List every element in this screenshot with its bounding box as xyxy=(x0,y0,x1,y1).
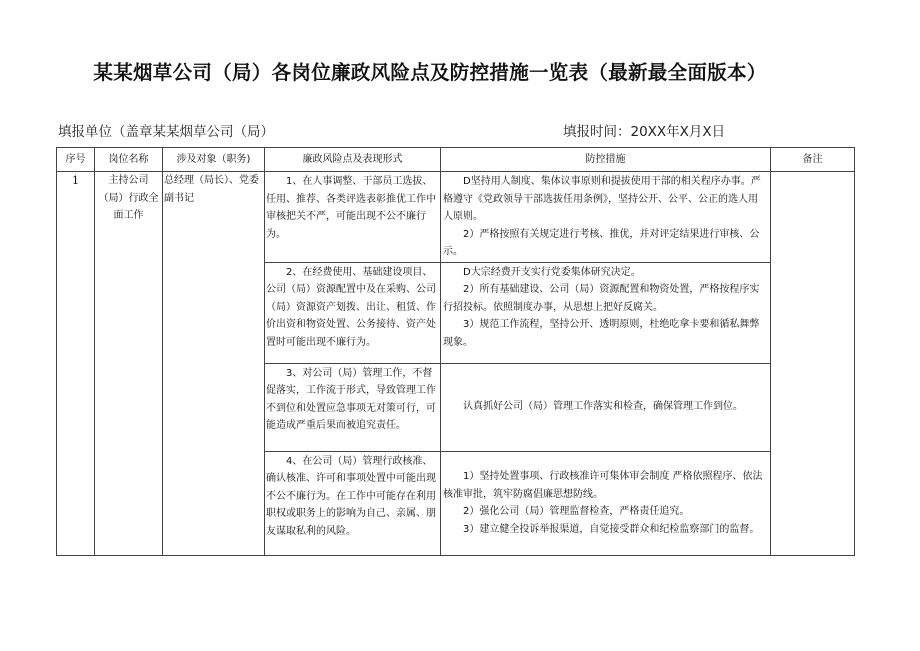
header-scope: 涉及对象（职务) xyxy=(163,148,265,172)
measure-item: 2）强化公司（局）管理监督检查，严格责任追究。 xyxy=(463,506,690,517)
reporting-time: 填报时间：20XX年X月X日 xyxy=(563,124,726,140)
measure-item: D坚持用人制度、集体议事原则和提拔使用干部的相关程序办事。严格遵守《党政领导干部选拔任用条例》，坚持公开、公平、公正的选人用人原则。 xyxy=(443,176,761,222)
measures-cell xyxy=(441,262,771,363)
header-no: 序号 xyxy=(57,148,95,172)
header-risk: 廉政风险点及表现形式 xyxy=(265,148,441,172)
document-title: 某某烟草公司（局）各岗位廉政风险点及防控措施一览表（最新最全面版本） xyxy=(93,61,767,84)
table-header-row xyxy=(57,148,855,172)
reporting-unit: 填报单位（盖章某某烟草公司（局） xyxy=(58,124,274,140)
note-cell xyxy=(771,172,855,556)
table-row xyxy=(57,172,855,263)
risk-table xyxy=(56,147,855,556)
risk-point: 1、在人事调整、干部员工选拔、任用、推荐、各类评选表彰推优工作中审核把关不严，可能出现不公不廉行为。 xyxy=(265,172,441,263)
row-number: 1 xyxy=(57,172,95,556)
measure-item: 1）坚持处置事项、行政核准许可集体审会制度 严格依照程序、依法核准审批，筑牢防腐倡廉思想防线。 xyxy=(443,471,763,500)
measure-item: 认真抓好公司（局）管理工作落实和检查，确保管理工作到位。 xyxy=(463,401,743,413)
risk-point: 3、对公司（局）管理工作，不督促落实，工作流于形式，导致管理工作不到位和处置应急事项无对策可行，可能造成严重后果而被追究责任。 xyxy=(265,363,441,451)
measure-item: D大宗经费开支实行党委集体研究决定。 xyxy=(463,266,641,278)
measure-item: 3）规范工作流程，坚持公开、透明原则，杜绝吃拿卡要和循私舞弊现象。 xyxy=(443,319,760,348)
header-note: 备注 xyxy=(771,148,855,172)
measure-item: 2）严格按照有关规定进行考核、推优，并对评定结果进行审核、公示。 xyxy=(443,228,760,257)
scope-objects: 总经理（局长）、党委副书记 xyxy=(163,172,265,556)
measures-cell xyxy=(441,172,771,263)
risk-point: 2、在经费使用、基础建设项目、公司（局）资源配置中及在采购、公司（局）资源资产划拨、出让、租赁、作价出资和物资处置、公务接待、资产处置时可能出现不廉行为。 xyxy=(265,262,441,363)
header-measures: 防控措施 xyxy=(441,148,771,172)
measures-cell xyxy=(441,451,771,555)
measure-item: 3）建立健全投诉举报渠道，自觉接受群众和纪检监察部门的监督。 xyxy=(463,523,760,535)
position-name: 主持公司（局）行政全面工作 xyxy=(95,172,163,556)
header-position: 岗位名称 xyxy=(95,148,163,172)
measure-item: 2）所有基础建设、公司（局）资源配置和物资处置，严格按程序实行招投标。依照制度办事，从思想上把好反腐关。 xyxy=(443,284,760,313)
risk-point: 4、在公司（局）管理行政核准、确认核准、许可和事项处置中可能出现不公不廉行为。在工作中可能存在利用职权或职务上的影响为自己、亲属、朋友谋取私利的风险。 xyxy=(265,451,441,555)
measures-cell xyxy=(441,363,771,451)
